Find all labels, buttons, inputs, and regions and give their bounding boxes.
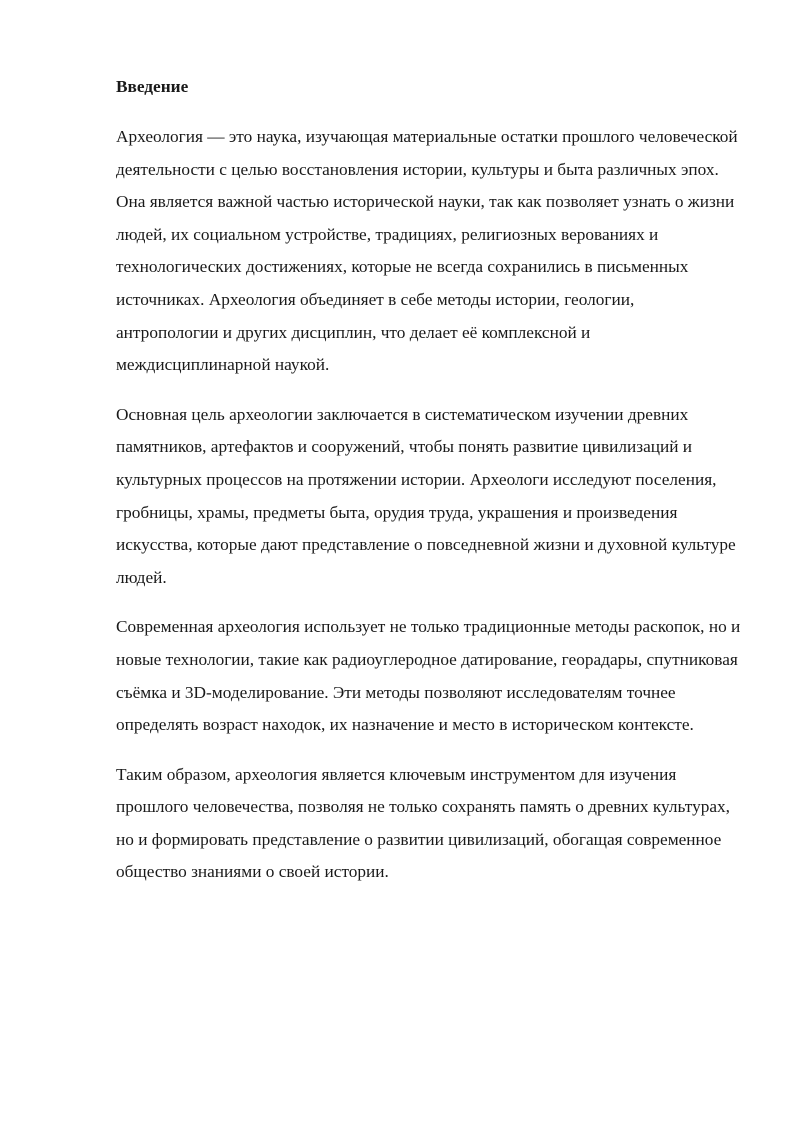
paragraph-conclusion: Таким образом, археология является ключевым инструментом для изучения прошлого человечества, позволяя не только сохранять память о древних культурах, но и формировать представление о развитии цивилизаций, обогащая современное общество знаниями о своей истории. — [116, 764, 731, 882]
paragraph-intro: Археология — это наука, изучающая материальные остатки прошлого человеческой деятельности с целью восстановления истории, культуры и быта различных эпох. Она является важной частью исторической науки, так как позволяет узнать о жизни людей, их социальном устройстве, традициях, религиозных верованиях и технологических достижениях, которые не всегда сохранились в письменных источниках. Археология объединяет в себе методы истории, геологии, антропологии и других дисциплин, что делает её комплексной и междисциплинарной наукой. — [116, 127, 738, 375]
paragraph-goal: Основная цель археологии заключается в систематическом изучении древних памятников, артефактов и сооружений, чтобы понять развитие цивилизаций и культурных процессов на протяжении истории. Археологи исследуют поселения, гробницы, храмы, предметы быта, орудия труда, украшения и произведения искусства, которые дают представление о повседневной жизни и духовной культуре людей. — [116, 404, 736, 587]
document-body — [116, 73, 741, 906]
paragraph-methods: Современная археология использует не только традиционные методы раскопок, но и новые технологии, такие как радиоуглеродное датирование, георадары, спутниковая съёмка и 3D-моделирование. Эти методы позволяют исследователям точнее определять возраст находок, их назначение и место в историческом контексте. — [116, 617, 741, 735]
section-heading: Введение — [116, 77, 189, 96]
